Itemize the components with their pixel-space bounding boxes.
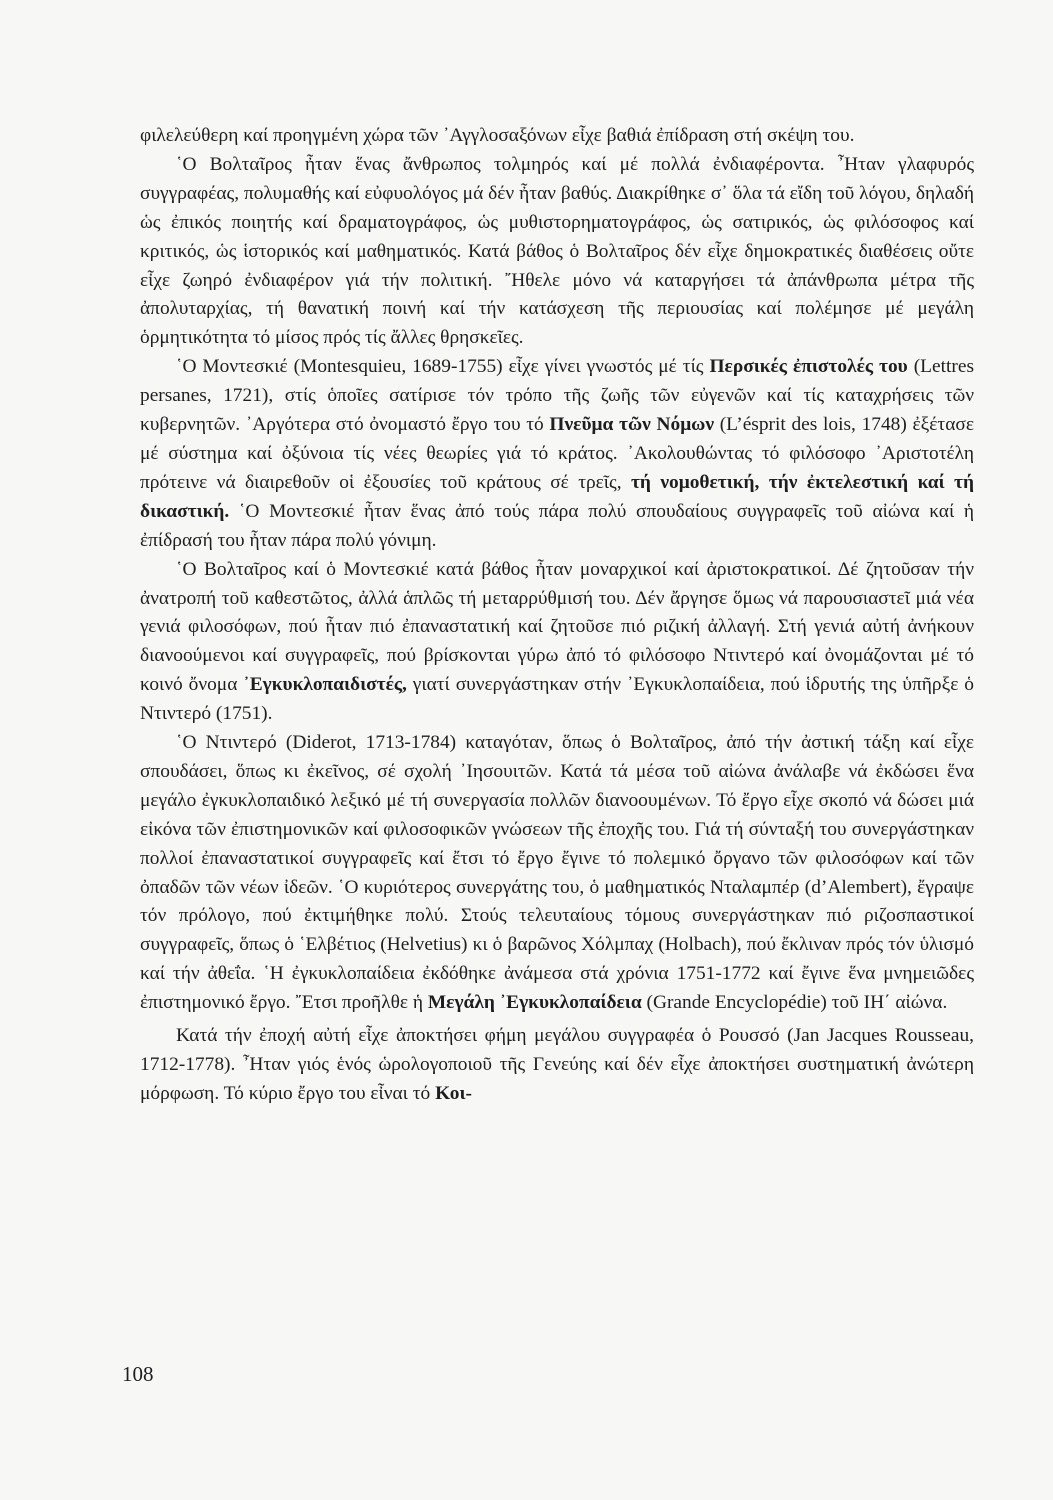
paragraph [140, 151, 974, 353]
text-run: (Lettres persanes, 1721), στίς ὁποῖες σατίρισε τόν τρόπο τῆς ζωῆς τῶν εὐγενῶν καί τίς καταχρήσεις τῶν κυβερνητῶν. ᾿Αργότερα στό ὀνομαστό ἔργο του τό [140, 356, 975, 436]
text-run: (L’ésprit des lois, 1748) ἐξέτασε μέ σύστημα καί ὀξύνοια τίς νέες θεωρίες γιά τό κράτος. ᾿Ακολουθώντας τό φιλόσοφο ᾿Αριστοτέλη πρότεινε νά διαιρεθοῦν οἱ ἐξουσίες τοῦ κράτους σέ τρεῖς, [140, 414, 974, 493]
text-run: (Grande Encyclopédie) τοῦ ΙΗ΄ αἰώνα. [641, 992, 948, 1014]
text-run: ῾Ο Μοντεσκιέ ἦταν ἕνας ἀπό τούς πάρα πολύ σπουδαίους συγγραφεῖς τοῦ αἰώνα καί ἡ ἐπίδρασή του ἦταν πάρα πολύ γόνιμη. [140, 500, 974, 551]
page-number: 108 [122, 1362, 154, 1386]
text-run: ῾Ο Ντιντερό (Diderot, 1713-1784) καταγόταν, ὅπως ὁ Βολταῖρος, ἀπό τήν ἀστική τάξη καί εἶχε σπουδάσει, ὅπως κι ἐκεῖνος, σέ σχολή ᾿Ιησουιτῶν. Κατά τά μέσα τοῦ αἰώνα ἀνάλαβε νά ἐκδώσει ἕνα μεγάλο ἐγκυκλοπαιδικό λεξικό μέ τή συνεργασία πολλῶν διανοουμένων. Τό ἔργο εἶχε σκοπό νά δώσει μιά εἰκόνα τῶν ἐπιστημονικῶν καί φιλοσοφικῶν γνώσεων τῆς ἐποχῆς του. Γιά τή σύνταξή του συνεργάστηκαν πολλοί ἐπαναστατικοί συγγραφεῖς καί ἔτσι τό ἔργο ἔγινε τό πολεμικό ὄργανο τῶν φιλοσόφων καί τῶν ὀπαδῶν τῶν νέων ἰδεῶν. ῾Ο κυριότερος συνεργάτης του, ὁ μαθηματικός Νταλαμπέρ (d’Alembert), ἔγραψε τόν πρόλογο, πού ἐκτιμήθηκε πολύ. Στούς τελευταίους τόμους συνεργάστηκαν πιό ριζοσπαστικοί συγγραφεῖς, ὅπως ὁ ῾Ελβέτιος (Helvetius) κι ὁ βαρῶνος Χόλμπαχ (Holbach), πού ἔκλιναν πρός τόν ὑλισμό καί τήν ἀθεΐα. ῾Η ἐγκυκλοπαίδεια ἐκδόθηκε ἀνάμεσα στά χρόνια 1751-1772 καί ἔγινε ἕνα μνημειῶδες ἐπιστημονικό ἔργο. ῎Ετσι προῆλθε ἡ [140, 732, 974, 1014]
text-run: ῾Ο Βολταῖρος καί ὁ Μοντεσκιέ κατά βάθος ἦταν μοναρχικοί καί ἀριστοκρατικοί. Δέ ζητοῦσαν τήν ἀνατροπή τοῦ καθεστῶτος, ἀλλά ἁπλῶς τή μεταρρύθμισή του. Δέν ἄργησε ὅμως νά παρουσιαστεῖ μιά νέα γενιά φιλοσόφων, πού ἦταν πιό ἐπαναστατική καί ζητοῦσε πιό ριζική ἀλλαγή. Στή γενιά αὐτή ἀνήκουν διανοούμενοι καί συγγραφεῖς, πού βρίσκονται γύρω ἀπό τό φιλόσοφο Ντιντερό καί ὀνομάζονται μέ τό κοινό ὄνομα [140, 558, 974, 696]
text-run: γιατί συνεργάστηκαν στήν ᾿Εγκυκλοπαίδεια, πού ἱδρυτής της ὑπῆρξε ὁ Ντιντερό (1751). [140, 674, 974, 725]
body-text [140, 122, 974, 1109]
text-run: ῾Ο Βολταῖρος ἦταν ἕνας ἄνθρωπος τολμηρός καί μέ πολλά ἐνδιαφέροντα. ῏Ηταν γλαφυρός συγγραφέας, πολυμαθής καί εὐφυολόγος μά δέν ἦταν βαθύς. Διακρίθηκε σ᾿ ὅλα τά εἴδη τοῦ λόγου, δηλαδή ὡς ἐπικός ποιητής καί δραματογράφος, ὡς μυθιστορηματογράφος, ὡς σατιρικός, ὡς φιλόσοφος καί κριτικός, ὡς ἱστορικός καί μαθηματικός. Κατά βάθος ὁ Βολταῖρος δέν εἶχε δημοκρατικές διαθέσεις οὔτε εἶχε ζωηρό ἐνδιαφέρον γιά τήν πολιτική. ῎Ηθελε μόνο νά καταργήσει τά ἀπάνθρωπα μέτρα τῆς ἀπολυταρχίας, τή θανατική ποινή καί τήν κατάσχεση τῆς περιουσίας καί πολέμησε μέ μεγάλη ὁρμητικότητα τό μίσος πρός τίς ἄλλες θρησκεῖες. [140, 153, 974, 349]
text-run: Κατά τήν ἐποχή αὐτή εἶχε ἀποκτήσει φήμη μεγάλου συγγραφέα ὁ Ρουσσό (Jan Jacques Rousseau, 1712-1778). ῏Ηταν γιός ἑνός ὡρολογοποιοῦ τῆς Γενεύης καί δέν εἶχε ἀποκτήσει συστηματική ἀνώτερη μόρφωση. Τό κύριο ἔργο του εἶναι τό [140, 1025, 974, 1104]
bold-term: Μεγάλη ᾿Εγκυκλοπαίδεια [427, 992, 642, 1014]
paragraph [140, 122, 974, 151]
paragraph [140, 353, 974, 555]
bold-term: Κοι- [435, 1082, 472, 1104]
bold-term: ᾿Εγκυκλοπαιδιστές, [243, 674, 407, 696]
bold-term: Πνεῦμα τῶν Νόμων [549, 414, 715, 436]
paragraph [140, 556, 974, 729]
bold-term: τή νομοθετική, τήν ἐκτελεστική καί τή δικαστική. [140, 471, 974, 522]
paragraph [140, 729, 974, 1018]
text-run: ῾Ο Μοντεσκιέ (Montesquieu, 1689-1755) εἶχε γίνει γνωστός μέ τίς [176, 356, 710, 378]
bold-term: Περσικές ἐπιστολές του [709, 356, 908, 378]
text-run: φιλελεύθερη καί προηγμένη χώρα τῶν ᾿Αγγλοσαξόνων εἶχε βαθιά ἐπίδραση στή σκέψη του. [140, 125, 855, 146]
paragraph [140, 1022, 974, 1109]
